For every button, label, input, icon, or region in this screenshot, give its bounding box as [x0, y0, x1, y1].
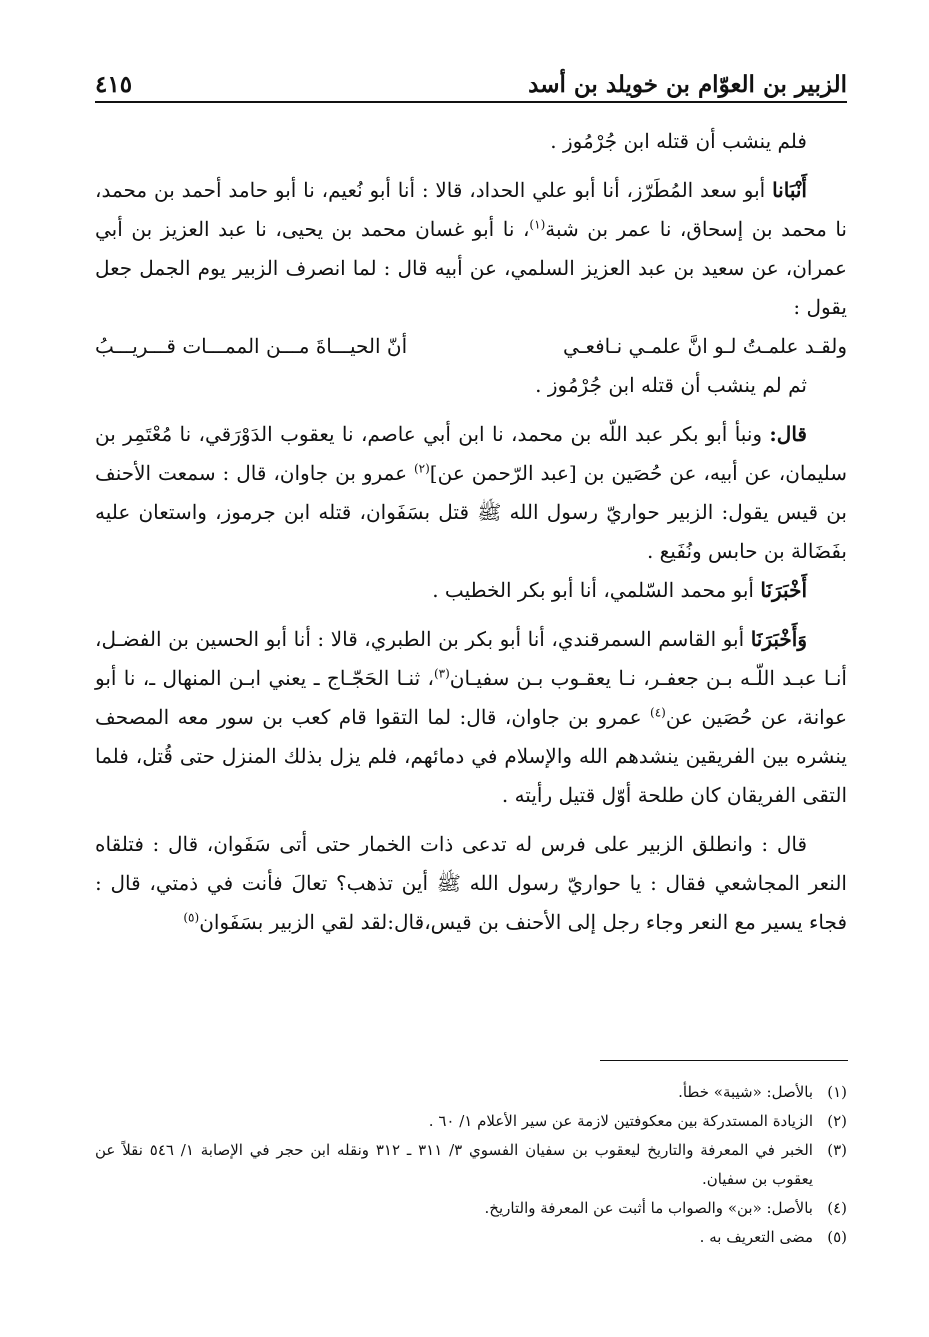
poetry-verse: [95, 327, 847, 366]
narration-keyword: أَخْبَرَنَا: [760, 578, 807, 602]
running-title: الزبير بن العوّام بن خويلد بن أسد: [528, 71, 847, 98]
footnote: (٥) مضى التعريف به .: [699, 1228, 847, 1246]
footnote-ref: (٤): [650, 705, 666, 720]
verse-first-hemistich: ولقـد علمـتُ لـو انَّ علمـي نـافعـي: [562, 334, 847, 358]
footnote: (١) بالأصل: «شيبة» خطأ.: [678, 1083, 847, 1101]
paragraph: أَخْبَرَنَا أبو محمد السّلمي، أنا أبو بكر الخطيب .: [432, 578, 807, 602]
footnote-rule: [600, 1060, 848, 1061]
paragraph: فلم ينشب أن قتله ابن جُرْمُوز .: [550, 129, 807, 153]
footnote-ref: (٣): [433, 666, 450, 681]
running-header: [95, 58, 847, 98]
verse-second-hemistich: أنّ الحيـــاةَ مـــن الممـــات قـــريـــبُ: [95, 334, 408, 358]
paragraph: ثم لم ينشب أن قتله ابن جُرْمُوز .: [535, 373, 807, 397]
main-text: [95, 122, 847, 942]
paragraph: وَأَخْبَرَنَا أبو القاسم السمرقندي، أنا أبو بكر بن الطبري، قالا : أنا أبو الحسين بن الفضـل، أنـا عبـد اللّـه بـن جعفـر، نـا يعقـوب بـن سفيـان$^{(٣)}$، ثنـا الحَجّـاج ـ يعني ابـن المنهال ـ، نا أبو عوانة، عن حُصَين عن$^{(٤)}$ عمرو بن جاوان، قال: لما التقوا قام كعب بن سور معه المصحف ينشره بين الفريقين ينشدهم الله والإسلام في دمائهم، فلم يزل بذلك المنزل حتى قُتل، فلما التقى الفريقان كان طلحة أوّل قتيل رأيته .: [95, 627, 847, 807]
footnote: (٢) الزيادة المستدركة بين معكوفتين لازمة عن سير الأعلام ١/ ٦٠ .: [428, 1112, 847, 1130]
narration-keyword: قال:: [769, 422, 807, 446]
footnote: (٤) بالأصل: «بن» والصواب ما أثبت عن المعرفة والتاريخ.: [484, 1199, 847, 1217]
page-number: ٤١٥: [95, 71, 133, 98]
footnote: (٣) الخبر في المعرفة والتاريخ ليعقوب بن سفيان الفسوي ٣/ ٣١١ ـ ٣١٢ ونقله ابن حجر في الإصابة ١/ ٥٤٦ نقلاً عن يعقوب بن سفيان.: [95, 1141, 847, 1188]
footnote-ref: (٥): [183, 910, 200, 925]
footnote-ref: (٢): [413, 461, 430, 476]
narration-keyword: أَنْبَانا: [772, 178, 807, 202]
paragraph: قال: ونبأ أبو بكر عبد اللّه بن محمد، نا ابن أبي عاصم، نا يعقوب الدَوْرَقي، نا مُعْتَمِر بن سليمان، عن أبيه، عن حُصَين بن [عبد الرّحمن عن]$^{(٢)}$ عمرو بن جاوان، قال : سمعت الأحنف بن قيس يقول: الزبير حواريّ رسول الله ﷺ قتل بسَفَوان، قتله ابن جرموز، واستعان عليه بفَضَالة بن حابس ونُفَيع .: [95, 422, 847, 563]
footnote-ref: (١): [529, 217, 546, 232]
paragraph: أَنْبَانا أبو سعد المُطَرّز، أنا أبو علي الحداد، قالا : أنا أبو نُعيم، نا أبو حامد أحمد بن محمد، نا محمد بن إسحاق، نا عمر بن شبة$^{(١)}$، نا أبو غسان محمد بن يحيى، نا عبد العزيز بن أبي عمران، عن سعيد بن عبد العزيز السلمي، عن أبيه قال : لما انصرف الزبير يوم الجمل جعل يقول :: [95, 178, 847, 319]
narration-keyword: وَأَخْبَرَنَا: [750, 627, 807, 651]
paragraph: قال : وانطلق الزبير على فرس له تدعى ذات الخمار حتى أتى سَفَوان، قال : فتلقاه النعر المجاشعي فقال : يا حواريّ رسول الله ﷺ أين تذهب؟ تعالَ فأنت في ذمتي، قال : فجاء يسير مع النعر وجاء رجل إلى الأحنف بن قيس،قال:لقد لقي الزبير بسَفَوان$^{(٥)}$: [95, 832, 847, 934]
footnotes: [95, 1078, 847, 1252]
header-rule: [95, 101, 847, 103]
